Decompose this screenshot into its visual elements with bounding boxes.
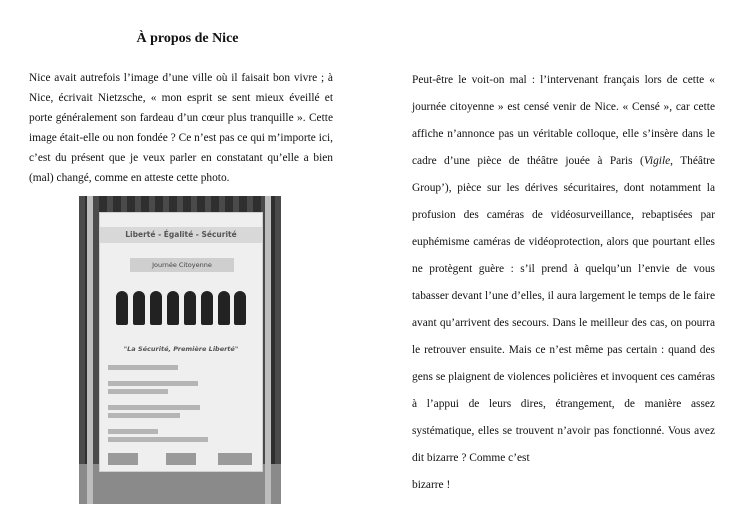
right-paragraph [412,67,715,499]
silhouette [150,291,162,325]
silhouette [218,291,230,325]
page-title: À propos de Nice [136,31,239,46]
poster-photo [79,196,281,504]
stand-post-left [87,196,93,504]
poster-program-line [108,389,168,394]
poster-silhouettes [116,291,246,325]
stand-post-right [265,196,271,504]
poster [99,212,263,472]
silhouette [133,291,145,325]
poster-program-line [108,381,198,386]
poster-slogan: "La Sécurité, Première Liberté" [123,345,239,353]
silhouette [116,291,128,325]
poster-program-line [108,405,200,410]
silhouette [184,291,196,325]
silhouette [167,291,179,325]
poster-logo [166,453,196,465]
left-page [0,0,375,528]
poster-program-line [108,365,178,370]
right-page [376,0,751,528]
poster-program-line [108,429,158,434]
poster-logo [108,453,138,465]
poster-logo [218,453,252,465]
poster-title: Liberté - Égalité - Sécurité [100,227,262,243]
silhouette [201,291,213,325]
right-text-part: Peut-être le voit-on mal : l’intervenant français lors de cette « journée citoyenne » est censé venir de Nice. « Censé », car cette affiche n’annonce pas un véritable colloque, elle s’insère dans le cadre d’une pièce de théâtre jouée à Paris ( [412,74,715,167]
poster-program-line [108,437,208,442]
right-last-line: bizarre ! [412,479,451,491]
right-text-part: , Théâtre Group’), pièce sur les dérives sécuritaires, dont notamment la profusion des caméras de vidéosurveillance, rebaptisées par euphémisme caméras de vidéoprotection, alors que pourtant elles ne protègent guère : s’il prend à quelqu’un l’envie de vous tabasser devant l’une d’elles, il aura largement le temps de le faire avant qu’arrivent des secours. Dans le meilleur des cas, on pourra le retrouver ensuite. Mais ce n’est même pas certain : quand des gens se plaignent de violences policières et invoquent ces caméras à l’appui de leurs dires, étrangement, de manière assez systématique, elles se trouvent n’avoir pas fonctionné. Vous avez dit bizarre ? Comme c’est [412,155,715,464]
play-title: Vigile [643,155,671,167]
poster-program-line [108,413,180,418]
poster-subtitle: Journée Citoyenne [130,258,234,272]
left-paragraph: Nice avait autrefois l’image d’une ville où il faisait bon vivre ; à Nice, écrivait Nietzsche, « mon esprit se sent mieux éveillé et porte généralement son fardeau d’un cœur plus tranquille ». Cette image était-elle ou non fondée ? Ce n’est pas ce qui m’importe ici, c’est du présent que je veux parler en constatant qu’elle a bien (mal) changé, comme en atteste cette photo. [29,72,333,184]
silhouette [234,291,246,325]
